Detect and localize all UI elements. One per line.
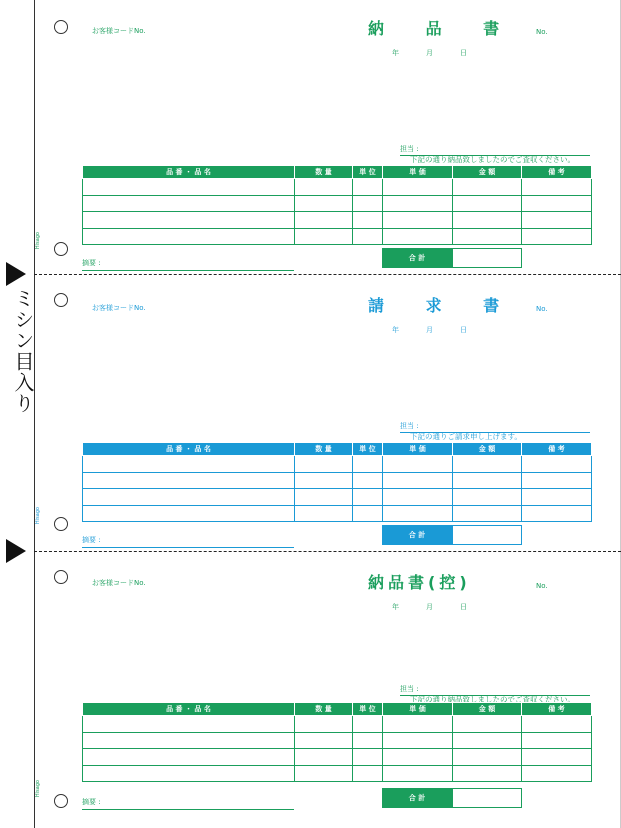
total-label: 合 計 [382, 525, 452, 545]
column-header: 金 額 [453, 703, 522, 716]
items-table [82, 165, 592, 245]
punch-hole-icon [54, 242, 68, 256]
cell[interactable] [522, 472, 592, 489]
cell[interactable] [453, 472, 522, 489]
cell[interactable] [453, 732, 522, 749]
form-title: 納 品 書 [368, 19, 518, 38]
punch-hole-icon [54, 20, 68, 34]
perforation-line [34, 274, 621, 275]
column-header: 単 価 [383, 443, 453, 456]
cell[interactable] [383, 456, 453, 473]
column-header: 単 価 [383, 703, 453, 716]
cell[interactable] [453, 505, 522, 522]
column-header: 数 量 [295, 443, 353, 456]
cell[interactable] [522, 732, 592, 749]
items-table [82, 702, 592, 782]
cell[interactable] [83, 765, 295, 782]
cell[interactable] [522, 228, 592, 245]
total-label: 合 計 [382, 248, 452, 268]
table-row [83, 489, 592, 506]
customer-code-label: お客様コードNo. [92, 27, 146, 35]
cell[interactable] [383, 716, 453, 733]
total-label: 合 計 [382, 788, 452, 808]
memo-label: 摘要 : [82, 535, 294, 548]
cell[interactable] [453, 212, 522, 229]
staff-label: 担当 : [400, 684, 590, 696]
perforation-line [34, 551, 621, 552]
cell[interactable] [83, 732, 295, 749]
column-header: 数 量 [295, 166, 353, 179]
cell[interactable] [522, 195, 592, 212]
cell[interactable] [522, 505, 592, 522]
cell[interactable] [295, 749, 353, 766]
cell[interactable] [522, 212, 592, 229]
memo-label: 摘要 : [82, 797, 294, 810]
cell[interactable] [383, 765, 453, 782]
cell[interactable] [295, 732, 353, 749]
column-header: 単 位 [353, 166, 383, 179]
punch-hole-icon [54, 517, 68, 531]
table-row [83, 716, 592, 733]
staff-label: 担当 : [400, 144, 590, 156]
cell[interactable] [383, 212, 453, 229]
column-header: 単 価 [383, 166, 453, 179]
cell[interactable] [295, 472, 353, 489]
cell[interactable] [295, 716, 353, 733]
cell[interactable] [295, 195, 353, 212]
column-header: 品 番 ・ 品 名 [83, 703, 295, 716]
column-header: 金 額 [453, 166, 522, 179]
year-label: 年 [392, 326, 399, 334]
perforation-arrow-icon [6, 262, 26, 286]
form-title: 納品書(控) [368, 573, 471, 592]
date-labels [392, 602, 494, 612]
date-labels [392, 48, 494, 58]
cell[interactable] [353, 228, 383, 245]
cell[interactable] [383, 732, 453, 749]
punch-hole-icon [54, 794, 68, 808]
year-label: 年 [392, 49, 399, 57]
cell[interactable] [83, 749, 295, 766]
cell[interactable] [383, 195, 453, 212]
cell[interactable] [453, 179, 522, 196]
cell[interactable] [83, 179, 295, 196]
cell[interactable] [353, 456, 383, 473]
cell[interactable] [453, 489, 522, 506]
perforation-arrow-icon [6, 539, 26, 563]
brand-mark: Hisago [35, 780, 41, 798]
total-field[interactable] [452, 788, 522, 808]
cell[interactable] [83, 716, 295, 733]
cell[interactable] [453, 456, 522, 473]
cell[interactable] [295, 212, 353, 229]
table-row [83, 505, 592, 522]
table-row [83, 472, 592, 489]
month-label: 月 [426, 603, 433, 611]
cell[interactable] [83, 228, 295, 245]
cell[interactable] [383, 228, 453, 245]
date-labels [392, 325, 494, 335]
brand-mark: Hisago [35, 507, 41, 525]
table-header [83, 166, 592, 179]
cell[interactable] [383, 472, 453, 489]
cell[interactable] [295, 179, 353, 196]
table-header [83, 443, 592, 456]
table-row [83, 228, 592, 245]
column-header: 備 考 [522, 443, 592, 456]
cell[interactable] [83, 489, 295, 506]
punch-hole-icon [54, 570, 68, 584]
cell[interactable] [383, 179, 453, 196]
punch-hole-icon [54, 293, 68, 307]
cell[interactable] [522, 179, 592, 196]
table-row [83, 732, 592, 749]
cell[interactable] [295, 765, 353, 782]
cell[interactable] [83, 505, 295, 522]
column-header: 備 考 [522, 166, 592, 179]
form-title: 請 求 書 [368, 296, 518, 315]
number-label: No. [536, 582, 548, 590]
table-row [83, 179, 592, 196]
cell[interactable] [353, 749, 383, 766]
cell[interactable] [383, 489, 453, 506]
column-header: 品 番 ・ 品 名 [83, 443, 295, 456]
number-label: No. [536, 28, 548, 36]
perforation-label: ミシン目入り [11, 288, 35, 414]
column-header: 備 考 [522, 703, 592, 716]
cell[interactable] [353, 472, 383, 489]
cell[interactable] [83, 212, 295, 229]
cell[interactable] [522, 765, 592, 782]
cell[interactable] [453, 228, 522, 245]
cell[interactable] [453, 749, 522, 766]
cell[interactable] [522, 716, 592, 733]
table-row [83, 749, 592, 766]
form-message: 下記の通り納品致しましたのでご査収ください。 [410, 155, 575, 164]
cell[interactable] [353, 505, 383, 522]
cell[interactable] [353, 179, 383, 196]
cell[interactable] [83, 456, 295, 473]
number-label: No. [536, 305, 548, 313]
cell[interactable] [522, 749, 592, 766]
cell[interactable] [453, 716, 522, 733]
table-row [83, 456, 592, 473]
day-label: 日 [460, 326, 467, 334]
column-header: 金 額 [453, 443, 522, 456]
cell[interactable] [353, 765, 383, 782]
cell[interactable] [295, 505, 353, 522]
total-field[interactable] [452, 248, 522, 268]
cell[interactable] [83, 472, 295, 489]
cell[interactable] [83, 195, 295, 212]
table-header [83, 703, 592, 716]
items-table [82, 442, 592, 522]
month-label: 月 [426, 49, 433, 57]
column-header: 単 位 [353, 703, 383, 716]
month-label: 月 [426, 326, 433, 334]
day-label: 日 [460, 603, 467, 611]
form-message: 下記の通りご請求申し上げます。 [410, 432, 522, 441]
cell[interactable] [353, 716, 383, 733]
staff-label: 担当 : [400, 421, 590, 433]
year-label: 年 [392, 603, 399, 611]
table-row [83, 212, 592, 229]
form-message: 下記の通り納品致しましたのでご査収ください。 [410, 695, 575, 704]
customer-code-label: お客様コードNo. [92, 304, 146, 312]
day-label: 日 [460, 49, 467, 57]
total-field[interactable] [452, 525, 522, 545]
cell[interactable] [453, 195, 522, 212]
cell[interactable] [353, 489, 383, 506]
column-header: 品 番 ・ 品 名 [83, 166, 295, 179]
cell[interactable] [295, 228, 353, 245]
column-header: 数 量 [295, 703, 353, 716]
cell[interactable] [353, 195, 383, 212]
cell[interactable] [522, 489, 592, 506]
cell[interactable] [522, 456, 592, 473]
cell[interactable] [353, 732, 383, 749]
brand-mark: Hisago [35, 232, 41, 250]
cell[interactable] [295, 456, 353, 473]
cell[interactable] [383, 749, 453, 766]
memo-label: 摘要 : [82, 258, 294, 271]
cell[interactable] [295, 489, 353, 506]
table-row [83, 195, 592, 212]
table-row [83, 765, 592, 782]
cell[interactable] [353, 212, 383, 229]
column-header: 単 位 [353, 443, 383, 456]
cell[interactable] [383, 505, 453, 522]
cell[interactable] [453, 765, 522, 782]
customer-code-label: お客様コードNo. [92, 579, 146, 587]
